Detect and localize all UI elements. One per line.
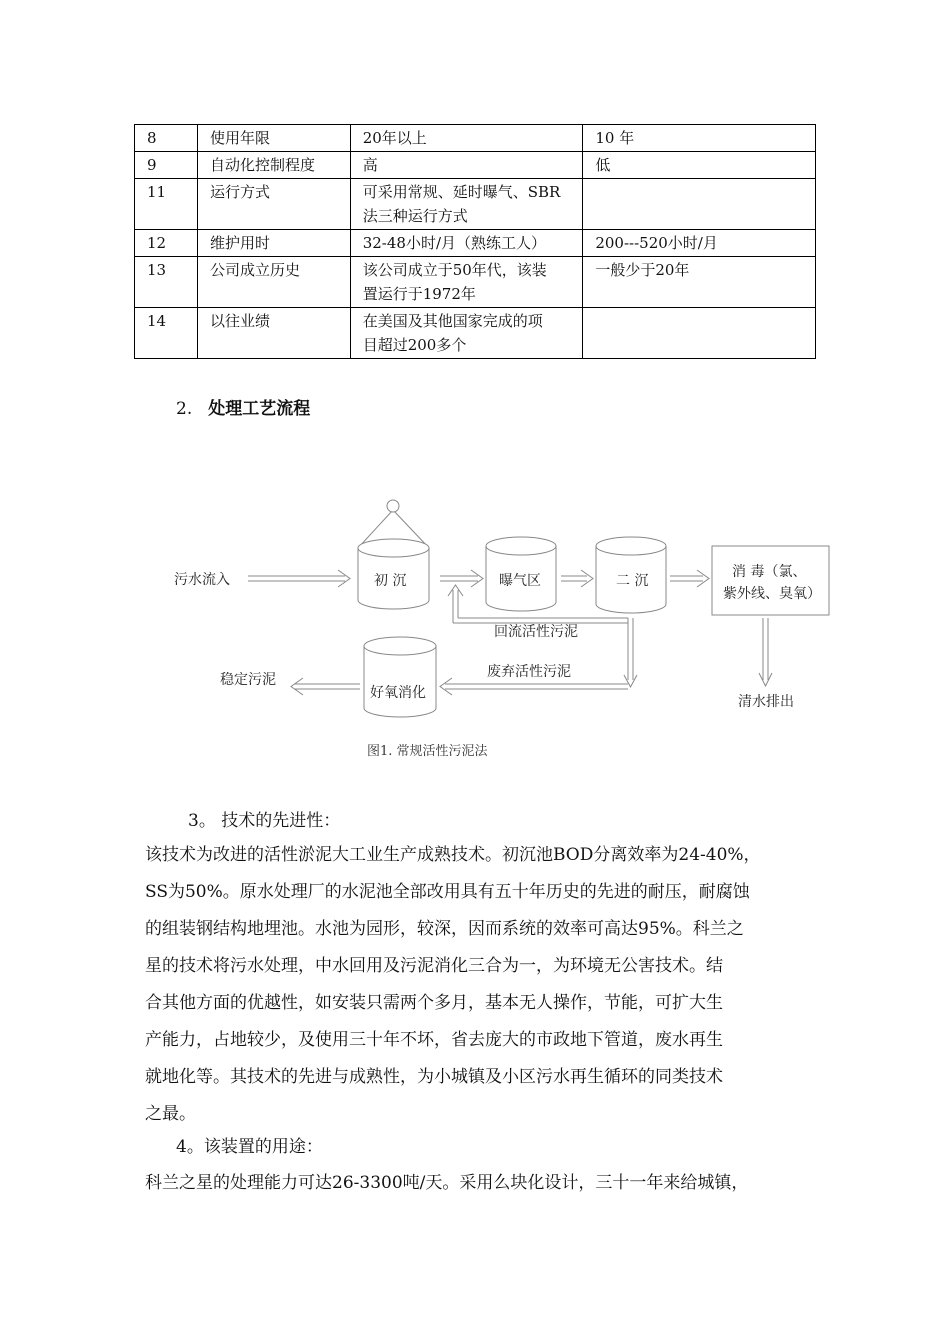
cell-line: 10 年 — [595, 129, 635, 147]
section-3-heading: 3。 技术的先进性： — [188, 811, 341, 831]
arrow-secondary-to-disinfection — [670, 570, 709, 587]
row-number: 12 — [135, 230, 198, 257]
table-row — [135, 230, 816, 257]
arrow-aeration-to-secondary — [561, 570, 593, 587]
table-row — [135, 257, 816, 308]
paragraph-line: SS为50%。原水处理厂的水泥池全部改用具有五十年历史的先进的耐压，耐腐蚀 — [145, 882, 750, 902]
cell-line — [595, 309, 805, 333]
row-value-b — [583, 125, 816, 152]
figure-caption: 图1. 常规活性污泥法 — [367, 744, 488, 759]
aerobic-digester-label: 好氧消化 — [370, 685, 426, 701]
cell-line: 高 — [362, 156, 378, 174]
aerobic-digester-tank — [364, 637, 436, 717]
section-4-paragraph — [145, 1165, 825, 1202]
row-value-b — [583, 308, 816, 359]
section-title: 处理工艺流程 — [208, 399, 311, 419]
disinfection-box — [712, 546, 829, 615]
cell-line: 置运行于1972年 — [362, 285, 476, 303]
table-row — [135, 179, 816, 230]
cell-line: 法三种运行方式 — [362, 207, 468, 225]
row-item: 公司成立历史 — [197, 257, 350, 308]
arrow-inflow — [248, 570, 350, 587]
cell-line: 一般少于20年 — [595, 261, 690, 279]
cell-line — [595, 180, 805, 204]
aeration-tank-label: 曝气区 — [499, 573, 541, 589]
cell-line: 目超过200多个 — [362, 336, 467, 354]
table-row — [135, 152, 816, 179]
comparison-table — [134, 124, 816, 359]
primary-clarifier-label: 初 沉 — [374, 573, 407, 589]
stabilized-sludge-label: 稳定污泥 — [220, 672, 276, 688]
row-item: 维护用时 — [197, 230, 350, 257]
row-number: 9 — [135, 152, 198, 179]
paragraph-line: 星的技术将污水处理，中水回用及污泥消化三合为一，为环境无公害技术。结 — [145, 956, 723, 976]
paragraph-line: 合其他方面的优越性，如安装只需两个多月，基本无人操作，节能，可扩大生 — [145, 993, 723, 1013]
row-item: 使用年限 — [197, 125, 350, 152]
secondary-clarifier-label: 二 沉 — [616, 573, 649, 589]
row-value-a — [350, 308, 583, 359]
return-sludge-label: 回流活性污泥 — [494, 624, 578, 640]
paragraph-line: 的组装钢结构地埋池。水池为园形，较深，因而系统的效率可高达95%。科兰之 — [145, 919, 744, 939]
paragraph-line: 产能力，占地较少，及使用三十年不坏，省去庞大的市政地下管道，废水再生 — [145, 1030, 723, 1050]
paragraph-line: 该技术为改进的活性淤泥大工业生产成熟技术。初沉池BOD分离效率为24-40%， — [145, 845, 761, 865]
row-item: 自动化控制程度 — [197, 152, 350, 179]
disinfection-label-line1: 消 毒（氯、 — [732, 564, 807, 580]
primary-clarifier-tank — [358, 500, 429, 609]
section-2-heading — [176, 394, 310, 419]
row-item: 运行方式 — [197, 179, 350, 230]
inflow-label: 污水流入 — [174, 572, 230, 588]
process-flow-diagram — [160, 490, 850, 730]
row-item: 以往业绩 — [197, 308, 350, 359]
row-value-a — [350, 152, 583, 179]
paragraph-line: 之最。 — [145, 1104, 196, 1124]
table-row — [135, 308, 816, 359]
paragraph-line: 就地化等。其技术的先进与成熟性，为小城镇及小区污水再生循环的同类技术 — [145, 1067, 723, 1087]
cell-line: 200---520小时/月 — [595, 234, 718, 252]
row-number: 14 — [135, 308, 198, 359]
row-value-a — [350, 179, 583, 230]
cell-line: 在美国及其他国家完成的项 — [362, 312, 543, 330]
row-value-a — [350, 230, 583, 257]
row-value-a — [350, 257, 583, 308]
cell-line: 该公司成立于50年代，该装 — [362, 261, 547, 279]
row-number: 11 — [135, 179, 198, 230]
arrow-clean-water-out — [759, 618, 772, 686]
arrow-stabilized-sludge — [291, 678, 360, 695]
clean-water-label: 清水排出 — [738, 694, 794, 710]
cell-line: 可采用常规、延时曝气、SBR — [362, 183, 561, 201]
row-value-b — [583, 257, 816, 308]
section-3-paragraph — [145, 837, 825, 1133]
paragraph-line: 科兰之星的处理能力可达26-3300吨/天。采用么块化设计，三十一年来给城镇， — [145, 1173, 749, 1193]
section-4-heading: 4。该装置的用途： — [176, 1137, 323, 1157]
disinfection-label-line2: 紫外线、臭氧） — [723, 586, 821, 602]
arrow-primary-to-aeration — [440, 570, 483, 587]
table-row — [135, 125, 816, 152]
cell-line: 32-48小时/月（熟练工人） — [362, 234, 546, 252]
cell-line: 低 — [595, 156, 611, 174]
row-value-b — [583, 152, 816, 179]
section-number: 2. — [176, 399, 193, 419]
row-value-b — [583, 230, 816, 257]
row-number: 13 — [135, 257, 198, 308]
row-value-a — [350, 125, 583, 152]
row-value-b — [583, 179, 816, 230]
waste-sludge-label: 废弃活性污泥 — [487, 664, 571, 680]
cell-line: 20年以上 — [362, 129, 427, 147]
row-number: 8 — [135, 125, 198, 152]
